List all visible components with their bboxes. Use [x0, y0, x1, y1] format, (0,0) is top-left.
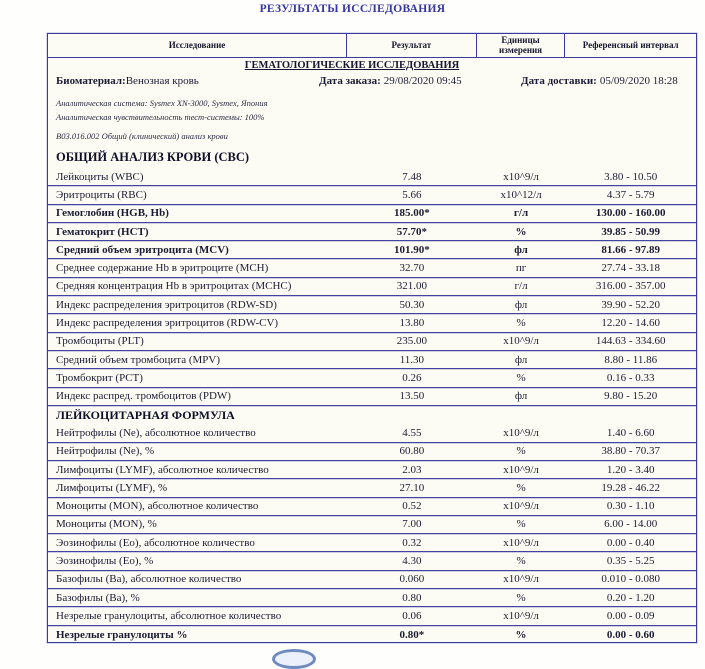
test-name: Средний объем эритроцита (MCV) [56, 243, 229, 256]
test-name: Эритроциты (RBC) [56, 188, 147, 201]
test-reference-interval: 38.80 - 70.37 [601, 445, 661, 458]
test-name: Индекс распределения эритроцитов (RDW-CV) [56, 317, 279, 330]
test-name: Индекс распред. тромбоцитов (PDW) [56, 390, 231, 403]
test-reference-interval: 39.90 - 52.20 [601, 298, 661, 311]
test-units: фл [514, 353, 528, 366]
test-reference-interval: 19.28 - 46.22 [601, 481, 661, 494]
test-name: Лимфоциты (LYMF), абсолютное количество [56, 463, 269, 476]
test-name: Лимфоциты (LYMF), % [56, 481, 168, 494]
test-name: Тромбокрит (PCT) [56, 371, 143, 384]
result-row [48, 223, 696, 241]
test-name: Средняя концентрация Hb в эритроцитах (MCHC) [56, 280, 292, 293]
result-row [48, 626, 696, 644]
test-name: Среднее содержание Hb в эритроците (MCH) [56, 262, 269, 275]
result-row [48, 278, 696, 296]
order-date-label: Дата заказа: [319, 75, 381, 87]
delivery-date-value: 05/09/2020 18:28 [599, 75, 678, 87]
test-result: 13.80 [399, 317, 425, 330]
test-result: 235.00 [396, 335, 428, 348]
test-result: 4.55 [402, 427, 422, 439]
test-reference-interval: 0.010 - 0.080 [601, 573, 661, 586]
test-result: 0.06 [402, 609, 422, 622]
test-units: х10^9/л [503, 573, 539, 586]
test-reference-interval: 3.80 - 10.50 [604, 170, 658, 183]
test-result: 101.90* [394, 243, 430, 256]
test-result: 32.70 [399, 262, 425, 275]
test-units: х10^12/л [500, 188, 542, 201]
test-result: 0.80* [399, 628, 425, 641]
page-title: РЕЗУЛЬТАТЫ ИССЛЕДОВАНИЯ [259, 3, 446, 15]
biomaterial-label: Биоматериал: [56, 75, 126, 87]
result-row [48, 607, 696, 625]
column-header-reference: Референсный интервал [582, 39, 679, 50]
test-reference-interval: 1.20 - 3.40 [606, 463, 655, 476]
result-row [48, 186, 696, 204]
test-units: х10^9/л [503, 609, 539, 622]
test-units: % [516, 371, 526, 384]
test-reference-interval: 8.80 - 11.86 [604, 353, 658, 366]
test-name: Гематокрит (HCT) [56, 225, 149, 238]
test-reference-interval: 9.80 - 15.20 [604, 390, 658, 403]
section-title: ЛЕЙКОЦИТАРНАЯ ФОРМУЛА [56, 407, 235, 422]
test-result: 57.70* [396, 225, 428, 238]
test-result: 0.32 [402, 536, 422, 549]
test-reference-interval: 144.63 - 334.60 [595, 335, 666, 348]
table-header-row [48, 34, 696, 58]
test-result: 60.80 [399, 445, 425, 458]
section-title: ОБЩИЙ АНАЛИЗ КРОВИ (СВС) [56, 149, 250, 164]
test-reference-interval: 130.00 - 160.00 [595, 207, 666, 220]
test-result: 0.52 [402, 500, 422, 513]
result-row [48, 369, 696, 387]
result-row [48, 388, 696, 406]
test-name: Нейтрофилы (Ne), % [56, 445, 155, 458]
delivery-date-label: Дата доставки: [521, 75, 597, 87]
result-row [48, 333, 696, 351]
test-units: х10^9/л [503, 427, 539, 439]
test-result: 0.060 [399, 573, 425, 586]
test-units: % [515, 225, 527, 238]
result-row [48, 259, 696, 277]
test-result: 2.03 [402, 463, 422, 476]
test-units: фл [514, 243, 528, 256]
test-units: х10^9/л [503, 335, 539, 348]
result-row [48, 241, 696, 259]
group-header-hematology: ГЕМАТОЛОГИЧЕСКИЕ ИССЛЕДОВАНИЯ [244, 60, 460, 71]
test-name: Лейкоциты (WBC) [56, 170, 144, 183]
test-reference-interval: 1.40 - 6.60 [606, 427, 655, 439]
test-units: г/л [513, 207, 529, 220]
test-result: 0.26 [402, 371, 422, 384]
test-units: фл [514, 390, 528, 403]
result-row [48, 296, 696, 314]
test-name: Тромбоциты (PLT) [56, 335, 144, 348]
test-name: Средний объем тромбоцита (MPV) [56, 353, 220, 366]
test-name: Индекс распределения эритроцитов (RDW-SD) [56, 298, 277, 311]
test-name: Базофилы (Ba), абсолютное количество [56, 573, 242, 586]
result-row [48, 589, 696, 607]
test-reference-interval: 6.00 - 14.00 [604, 518, 658, 531]
result-row [48, 168, 696, 186]
test-name: Эозинофилы (Eo), абсолютное количество [56, 536, 255, 549]
test-reference-interval: 0.16 - 0.33 [606, 371, 655, 384]
analytic-sensitivity-note: Аналитическая чувствительность тест-системы: 100% [56, 112, 265, 122]
test-units: х10^9/л [503, 170, 539, 183]
result-row [48, 461, 696, 479]
test-units: % [516, 591, 526, 604]
result-row [48, 516, 696, 534]
test-name: Эозинофилы (Eo), % [56, 555, 154, 568]
test-reference-interval: 81.66 - 97.89 [601, 243, 661, 256]
test-reference-interval: 12.20 - 14.60 [601, 317, 661, 330]
delivery-date [521, 75, 678, 87]
test-units: х10^9/л [503, 536, 539, 549]
test-name: Моноциты (MON), абсолютное количество [56, 500, 259, 513]
test-result: 5.66 [402, 188, 422, 201]
test-reference-interval: 0.30 - 1.10 [606, 500, 655, 513]
result-row [48, 314, 696, 332]
test-units: % [516, 518, 526, 531]
test-name: Нейтрофилы (Ne), абсолютное количество [56, 427, 256, 439]
result-row [48, 443, 696, 461]
order-date [319, 75, 462, 87]
biomaterial [56, 75, 199, 87]
test-result: 27.10 [399, 481, 425, 494]
test-units: % [516, 445, 526, 458]
result-row [48, 424, 696, 442]
result-row [48, 351, 696, 369]
test-result: 321.00 [396, 280, 428, 293]
column-header-test: Исследование [48, 34, 347, 57]
lab-stamp-ellipse [272, 649, 316, 669]
test-result: 7.00 [402, 518, 422, 531]
test-units: % [516, 555, 526, 568]
test-reference-interval: 0.00 - 0.40 [606, 536, 655, 549]
test-units: х10^9/л [503, 500, 539, 513]
test-reference-interval: 316.00 - 357.00 [595, 280, 666, 293]
test-result: 50.30 [399, 298, 425, 311]
meta-row [48, 73, 696, 92]
test-name: Гемоглобин (HGB, Hb) [56, 207, 169, 220]
test-result: 185.00* [394, 207, 430, 220]
biomaterial-value: Венозная кровь [125, 75, 199, 87]
analytic-system-note: Аналитическая система: Sysmex XN-3000, Sysmex, Япония [56, 98, 268, 108]
test-result: 11.30 [399, 353, 425, 366]
test-result: 7.48 [402, 170, 422, 183]
test-units: г/л [514, 280, 528, 293]
order-date-value: 29/08/2020 09:45 [383, 75, 462, 87]
result-row [48, 571, 696, 589]
test-reference-interval: 4.37 - 5.79 [606, 188, 655, 201]
test-name: Базофилы (Ba), % [56, 591, 140, 604]
result-row [48, 479, 696, 497]
test-reference-interval: 39.85 - 50.99 [601, 225, 661, 238]
test-units: % [516, 481, 526, 494]
test-result: 0.80 [402, 591, 422, 604]
result-row [48, 552, 696, 570]
result-row [48, 498, 696, 516]
test-units: х10^9/л [503, 463, 539, 476]
sections [48, 146, 696, 644]
test-name: Незрелые гранулоциты % [56, 628, 188, 641]
test-reference-interval: 0.00 - 0.60 [606, 628, 655, 641]
test-name: Незрелые гранулоциты, абсолютное количество [56, 609, 282, 622]
result-row [48, 534, 696, 552]
column-header-result: Результат [347, 34, 477, 57]
analytic-notes [48, 92, 696, 146]
test-units: % [516, 317, 526, 330]
column-header-units: Единицы измерения [477, 34, 566, 57]
test-reference-interval: 0.20 - 1.20 [606, 591, 655, 604]
test-units: фл [514, 298, 528, 311]
test-result: 13.50 [399, 390, 425, 403]
test-reference-interval: 0.35 - 5.25 [606, 555, 655, 568]
test-result: 4.30 [402, 555, 422, 568]
test-units: пг [515, 262, 527, 275]
results-table [47, 33, 697, 643]
test-reference-interval: 27.74 - 33.18 [601, 262, 661, 275]
service-code-note: В03.016.002 Общий (клинический) анализ крови [56, 131, 228, 141]
result-row [48, 205, 696, 223]
test-reference-interval: 0.00 - 0.09 [606, 609, 655, 622]
test-name: Моноциты (MON), % [56, 518, 157, 531]
test-units: % [515, 628, 527, 641]
